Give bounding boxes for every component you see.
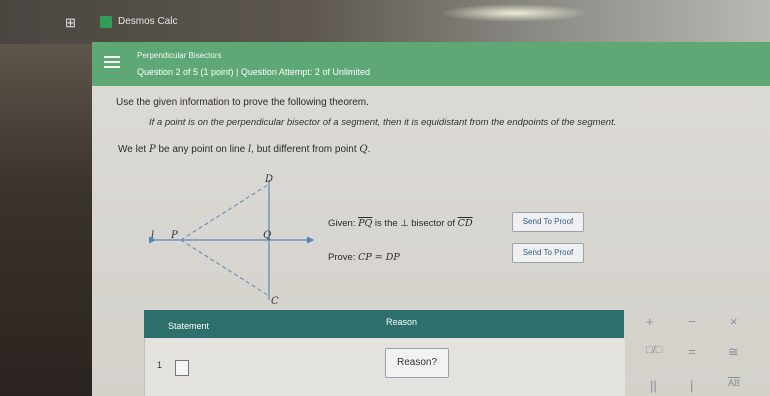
parallel-icon[interactable]: || xyxy=(650,378,657,393)
question-panel xyxy=(92,86,770,396)
hamburger-menu-icon[interactable] xyxy=(104,56,120,68)
equals-icon[interactable]: = xyxy=(688,344,696,359)
segment-pd xyxy=(181,184,272,241)
topic-title: Perpendicular Bisectors xyxy=(137,51,222,60)
table-row xyxy=(144,338,625,396)
label-l: l xyxy=(151,230,155,241)
given-statement: Given: $\overline{PQ}$ is the ⊥ bisector of $\overline{CD}$ xyxy=(328,218,473,229)
plus-icon[interactable]: + xyxy=(646,314,654,329)
theorem-text: If a point is on the perpendicular bisector of a segment, then it is equidistant from the endpoints of the segment. xyxy=(149,117,617,128)
statement-input[interactable] xyxy=(175,360,189,376)
question-status: Question 2 of 5 (1 point) | Question Attempt: 2 of Unlimited xyxy=(137,67,370,77)
times-icon[interactable]: × xyxy=(730,314,738,329)
send-to-proof-prove-button[interactable]: Send To Proof xyxy=(512,243,584,263)
apps-grid-icon[interactable]: ⊞ xyxy=(65,15,76,30)
reason-column-header: Reason xyxy=(386,317,418,327)
geometry-diagram xyxy=(137,172,327,312)
minus-icon[interactable]: − xyxy=(688,314,696,329)
reason-button[interactable]: Reason? xyxy=(385,348,449,378)
congruent-icon[interactable]: ≅ xyxy=(728,344,739,359)
segment-icon[interactable]: | xyxy=(690,378,694,393)
browser-tab-title[interactable]: Desmos Calc xyxy=(118,16,178,27)
screen-glare xyxy=(440,4,590,22)
tab-favicon-icon xyxy=(100,16,112,28)
row-number: 1 xyxy=(157,360,163,370)
label-c: C xyxy=(271,296,279,307)
segment-pc xyxy=(181,240,269,296)
math-toolbar xyxy=(632,310,770,396)
ray-icon[interactable]: $\overline{AB}$ xyxy=(728,378,741,388)
label-d: D xyxy=(265,174,274,185)
proof-table-header xyxy=(144,310,624,338)
statement-column-header: Statement xyxy=(168,321,210,331)
instruction-text: Use the given information to prove the following theorem. xyxy=(116,97,369,108)
label-p: P xyxy=(171,230,178,241)
send-to-proof-given-button[interactable]: Send To Proof xyxy=(512,212,584,232)
browser-bar xyxy=(0,0,770,44)
prove-statement: Prove: CP = DP xyxy=(328,252,400,263)
blurred-background xyxy=(0,44,92,396)
app-header xyxy=(92,42,770,86)
fraction-icon[interactable]: □/□ xyxy=(646,344,663,356)
setup-text: We let P be any point on line l, but different from point Q. xyxy=(118,144,371,155)
label-q: Q xyxy=(263,230,272,241)
